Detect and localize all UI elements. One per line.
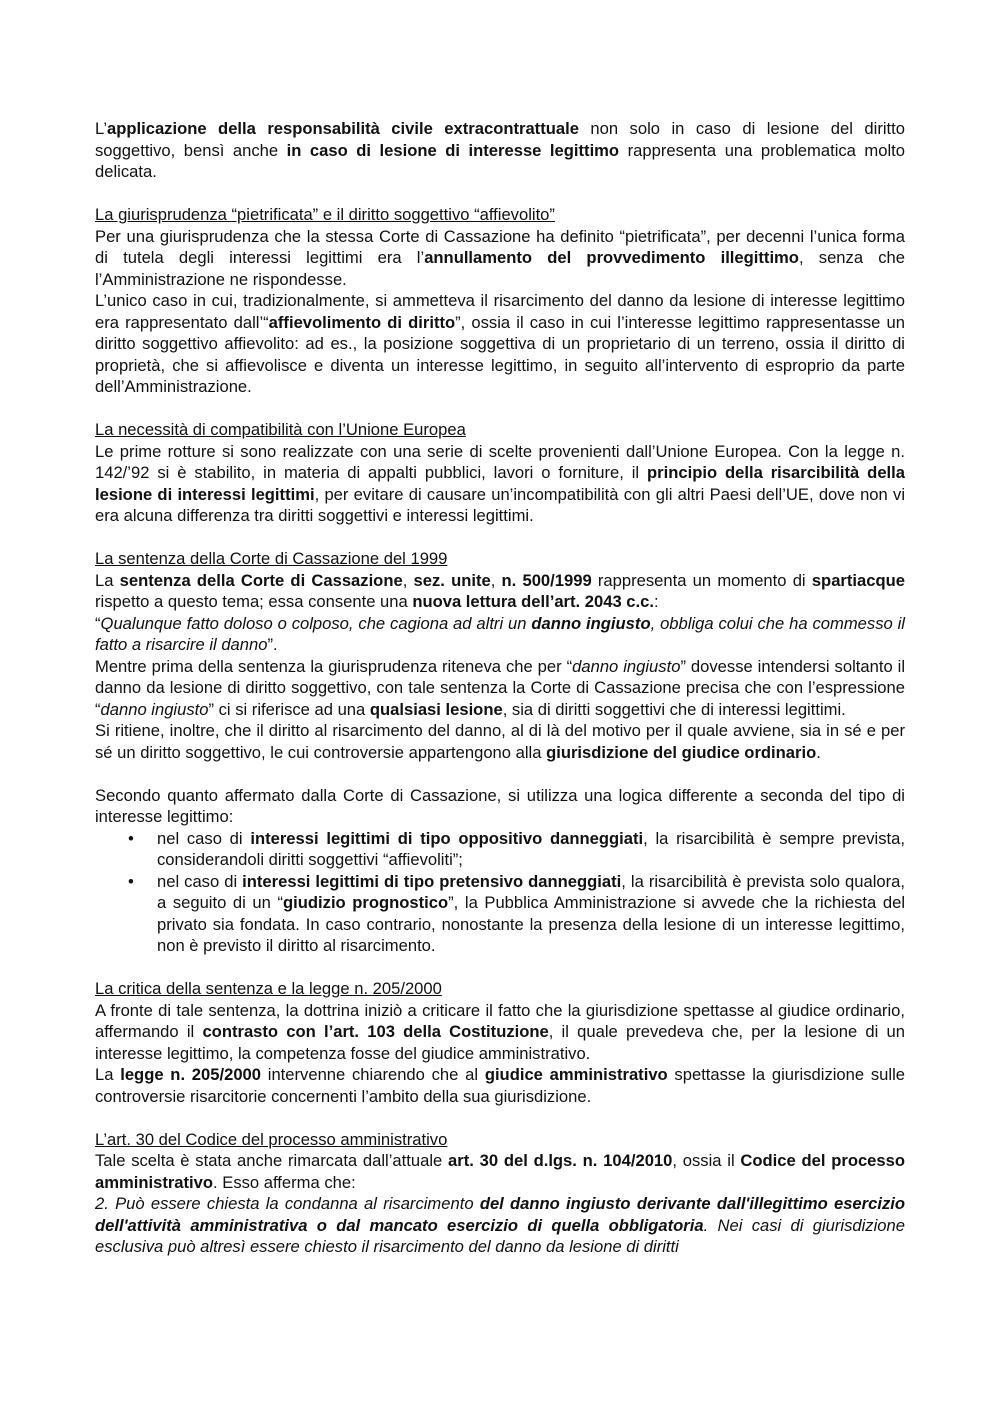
- list-item: • nel caso di interessi legittimi di tipo pretensivo danneggiati, la risarcibilità è prevista solo qualora, a seguito di un “giudizio prognostico”, la Pubblica Amministrazione si avvede che la richiesta del privato sia fondata. In caso contrario, nonostante la presenza della lesione di un interesse legittimo, non è previsto il diritto al risarcimento.: [128, 871, 906, 955]
- bullet-icon: •: [128, 828, 134, 848]
- section-heading-sentenza-1999: La sentenza della Corte di Cassazione del 1999: [95, 549, 448, 568]
- paragraph: A fronte di tale sentenza, la dottrina iniziò a criticare il fatto che la giurisdizione spettasse al giudice ordinario, affermando il contrasto con l’art. 103 della Costituzione, il quale prevedeva che, per la lesione di un interesse legittimo, la competenza fosse del giudice amministrativo.: [95, 1000, 905, 1063]
- list-item: • nel caso di interessi legittimi di tipo oppositivo danneggiati, la risarcibilità è sempre prevista, considerandoli diritti soggettivi “affievoliti”;: [128, 828, 905, 869]
- bullet-list: [95, 828, 905, 957]
- paragraph: Per una giurisprudenza che la stessa Corte di Cassazione ha definito “pietrificata”, per decenni l’unica forma di tutela degli interessi legittimi era l’annullamento del provvedimento illegittimo, senza che l’Amministrazione ne rispondesse.: [95, 226, 906, 289]
- paragraph: Mentre prima della sentenza la giurisprudenza riteneva che per “danno ingiusto” dovesse intendersi soltanto il danno da lesione di diritto soggettivo, con tale sentenza la Corte di Cassazione precisa che con l’espressione “danno ingiusto” ci si riferisce ad una qualsiasi lesione, sia di diritti soggettivi che di interessi legittimi.: [95, 656, 905, 719]
- bullet-icon: •: [128, 871, 134, 891]
- paragraph: Si ritiene, inoltre, che il diritto al risarcimento del danno, al di là del motivo per il quale avviene, sia in sé e per sé un diritto soggettivo, le cui controversie appartengono alla giurisdizione del giudice ordinario.: [95, 721, 905, 762]
- paragraph: Le prime rotture si sono realizzate con una serie di scelte provenienti dall’Unione Europea. Con la legge n. 142/’92 si è stabilito, in materia di appalti pubblici, lavori o forniture, il principio della risarcibilità della lesione di interessi legittimi, per evitare di causare un’incompatibilità con gli altri Paesi dell’UE, dove non vi era alcuna differenza tra diritti soggettivi e interessi legittimi.: [95, 441, 905, 525]
- paragraph: Tale scelta è stata anche rimarcata dall’attuale art. 30 del d.lgs. n. 104/2010, ossia il Codice del processo amministrativo. Esso afferma che:: [95, 1151, 906, 1192]
- quote-art-2043: “Qualunque fatto doloso o colposo, che cagiona ad altri un danno ingiusto, obbliga colui che ha commesso il fatto a risarcire il danno”.: [95, 613, 905, 654]
- section-heading-giurisprudenza: La giurisprudenza “pietrificata” e il diritto soggettivo “affievolito”: [95, 205, 555, 224]
- section-heading-art-30: L’art. 30 del Codice del processo amministrativo: [95, 1129, 448, 1149]
- intro-paragraph: L’applicazione della responsabilità civile extracontrattuale non solo in caso di lesione del diritto soggettivo, bensì anche in caso di lesione di interesse legittimo rappresenta una problematica molto delicata.: [95, 119, 906, 181]
- paragraph: Secondo quanto affermato dalla Corte di Cassazione, si utilizza una logica differente a seconda del tipo di interesse legittimo:: [95, 785, 905, 826]
- quote-art-30: 2. Può essere chiesta la condanna al risarcimento del danno ingiusto derivante dall'illegittimo esercizio dell'attività amministrativa o dal mancato esercizio di quella obbligatoria. Nei casi di giurisdizione esclusiva può altresì essere chiesto il risarcimento del danno da lesione di diritti: [95, 1194, 906, 1256]
- paragraph: L’unico caso in cui, tradizionalmente, si ammetteva il risarcimento del danno da lesione di interesse legittimo era rappresentato dall’“affievolimento di diritto”, ossia il caso in cui l’interesse legittimo rappresentasse un diritto soggettivo affievolito: ad es., la posizione soggettiva di un proprietario di un terreno, ossia il diritto di proprietà, che si affievolisce e diventa un interesse legittimo, in seguito all’intervento di esproprio da parte dell’Amministrazione.: [95, 291, 905, 396]
- paragraph: La sentenza della Corte di Cassazione, sez. unite, n. 500/1999 rappresenta un momento di spartiacque rispetto a questo tema; essa consente una nuova lettura dell’art. 2043 c.c.:: [95, 570, 905, 611]
- paragraph: La legge n. 205/2000 intervenne chiarendo che al giudice amministrativo spettasse la giurisdizione sulle controversie risarcitorie concernenti l’ambito della sua giurisdizione.: [95, 1065, 905, 1106]
- section-heading-legge-205: La critica della sentenza e la legge n. 205/2000: [95, 979, 442, 998]
- document-page: [95, 118, 905, 1258]
- section-heading-unione-europea: La necessità di compatibilità con l’Unione Europea: [95, 420, 466, 439]
